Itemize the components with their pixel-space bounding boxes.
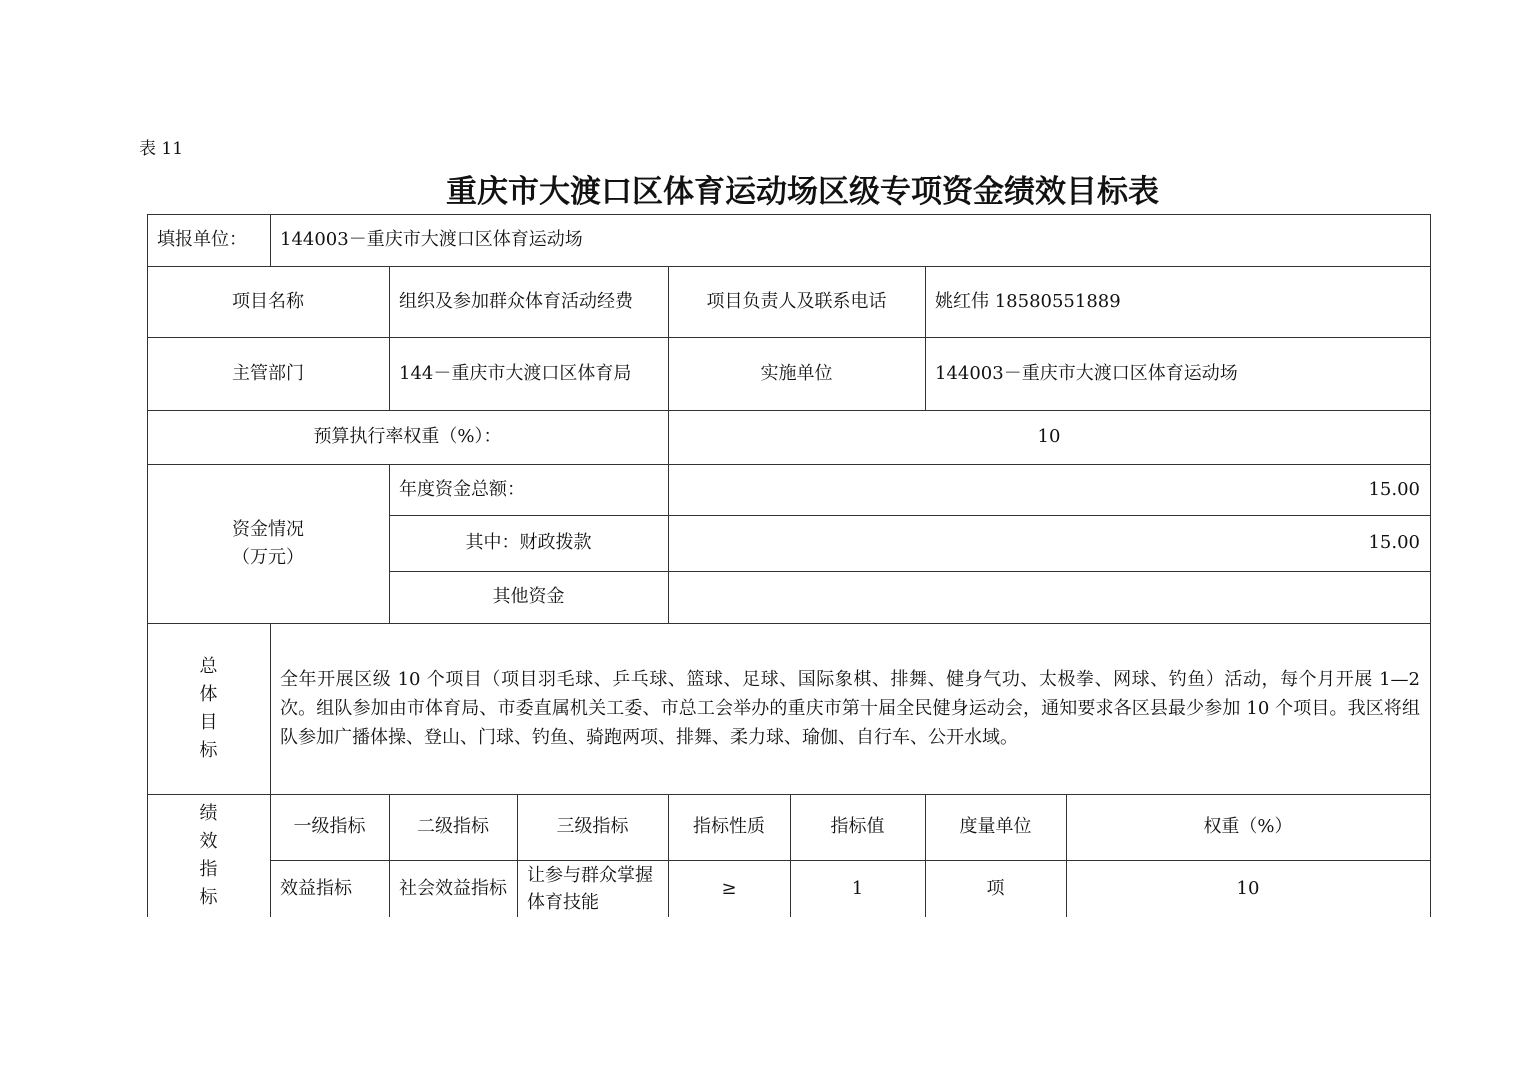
- header-level1: 一级指标: [293, 816, 366, 837]
- contact-label: 项目负责人及联系电话: [706, 290, 887, 312]
- budget-label: 预算执行率权重（%）：: [313, 426, 502, 447]
- row-value: 1: [851, 877, 864, 899]
- funds-label-line1: 资金情况: [232, 518, 304, 540]
- row-level1: 效益指标: [280, 877, 352, 899]
- header-weight: 权重（%）: [1203, 816, 1293, 837]
- header-level2: 二级指标: [417, 816, 489, 837]
- filler-value: 144003－重庆市大渡口区体育运动场: [280, 229, 583, 250]
- indicators-label-char: 指: [199, 859, 218, 880]
- project-name-value: 组织及参加群众体育活动经费: [399, 290, 633, 312]
- header-level3: 三级指标: [556, 816, 629, 837]
- page-title: 重庆市大渡口区体育运动场区级专项资金绩效目标表: [446, 174, 1159, 210]
- indicators-label-char: 效: [199, 831, 218, 852]
- header-nature: 指标性质: [693, 816, 765, 837]
- dept-value: 144－重庆市大渡口区体育局: [399, 362, 632, 384]
- other-funds-label: 其他资金: [492, 586, 565, 607]
- contact-value: 姚红伟 18580551889: [935, 290, 1121, 312]
- annual-funds-value: 15.00: [1368, 478, 1420, 500]
- row-weight: 10: [1236, 877, 1260, 899]
- row-nature: ≥: [721, 877, 737, 899]
- indicators-label: [147, 794, 270, 917]
- fiscal-funds-label: 其中：财政拨款: [465, 532, 592, 553]
- goal-label: [147, 623, 270, 794]
- impl-label: 实施单位: [760, 362, 833, 384]
- project-name-label: 项目名称: [232, 290, 304, 312]
- goal-label-char: 总: [199, 655, 218, 677]
- header-value: 指标值: [830, 816, 885, 837]
- funds-label: [147, 464, 389, 623]
- funds-label-line2: （万元）: [232, 546, 304, 568]
- dept-label: 主管部门: [232, 362, 304, 384]
- other-funds-value: [668, 571, 1430, 623]
- goal-label-char: 标: [199, 739, 218, 761]
- annual-funds-label: 年度资金总额：: [399, 478, 525, 500]
- filler-label: 填报单位：: [157, 229, 247, 250]
- indicators-label-char: 标: [199, 887, 218, 908]
- header-unit: 度量单位: [959, 816, 1032, 837]
- table-number: 表 11: [139, 139, 184, 159]
- row-unit: 项: [986, 877, 1005, 899]
- impl-value: 144003－重庆市大渡口区体育运动场: [935, 362, 1238, 384]
- goal-label-char: 体: [199, 683, 218, 705]
- goal-label-char: 目: [199, 711, 218, 733]
- fiscal-funds-value: 15.00: [1368, 532, 1420, 553]
- row-level2: 社会效益指标: [399, 878, 507, 899]
- goal-text-content: 全年开展区级 10 个项目（项目羽毛球、乒乓球、篮球、足球、国际象棋、排舞、健身气功、太极拳、网球、钓鱼）活动，每个月开展 1—2 次。组队参加由市体育局、市委直属机关工委、市总工会举办的重庆市第十届全民健身运动会，通知要求各区县最少参加 10 个项目。我区将组队参加广播体操、登山、门球、钓鱼、骑跑两项、排舞、柔力球、瑜伽、自行车、公开水域。: [280, 669, 1420, 748]
- budget-value: 10: [1037, 426, 1061, 447]
- row-level3: 让参与群众掌握体育技能: [527, 864, 653, 913]
- indicators-label-char: 绩: [199, 803, 218, 824]
- goal-text: [270, 623, 1430, 794]
